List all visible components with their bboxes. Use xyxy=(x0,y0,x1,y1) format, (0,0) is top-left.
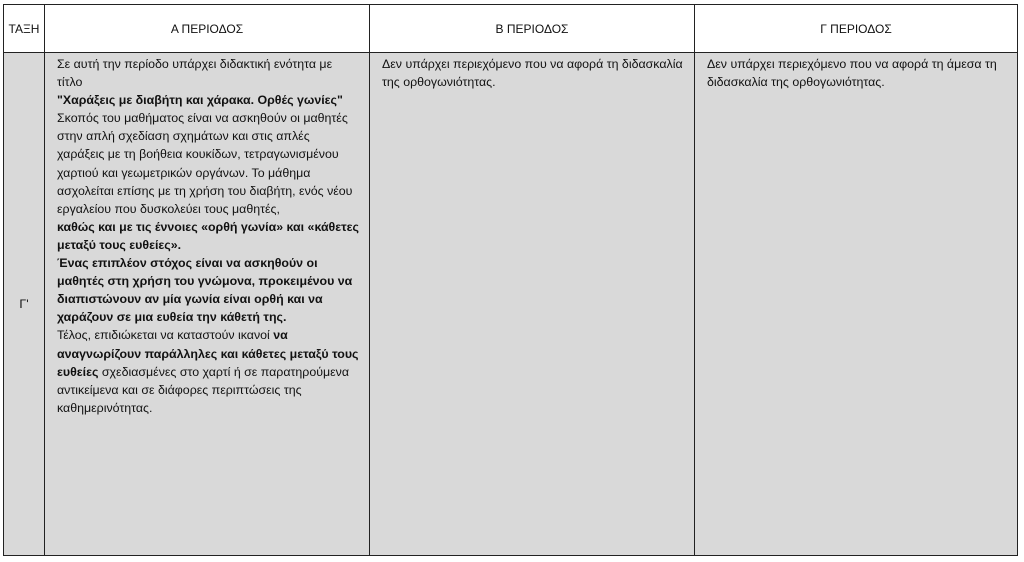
header-period-a: Α ΠΕΡΙΟΔΟΣ xyxy=(45,5,370,53)
table-row xyxy=(4,53,1018,556)
period-a-final-end: σχεδιασμένες στο χαρτί ή σε παρατηρούμενα αντικείμενα και σε διάφορες περιπτώσεις της καθημερινότητας. xyxy=(57,364,350,415)
period-a-cell xyxy=(45,53,370,556)
period-a-goal: Ένας επιπλέον στόχος είναι να ασκηθούν οι μαθητές στη χρήση του γνώμονα, προκειμένου να διαπιστώνουν αν μία γωνία είναι ορθή και να χαράζουν σε μια ευθεία την κάθετή της. xyxy=(57,256,353,325)
header-row xyxy=(4,5,1018,53)
header-period-b: Β ΠΕΡΙΟΔΟΣ xyxy=(370,5,695,53)
period-a-final-bold: να αναγνωρίζουν παράλληλες και κάθετες μεταξύ τους ευθείες xyxy=(57,328,359,379)
period-a-final-start: Τέλος, επιδιώκεται να καταστούν ικανοί xyxy=(57,328,270,343)
period-a-concepts: καθώς και με τις έννοιες «ορθή γωνία» και «κάθετες μεταξύ τους ευθείες». xyxy=(57,219,359,252)
lesson-title: "Χαράξεις με διαβήτη και χάρακα. Ορθές γωνίες" xyxy=(57,93,343,108)
period-a-intro: Σε αυτή την περίοδο υπάρχει διδακτική ενότητα με τίτλο xyxy=(57,57,333,90)
header-period-c: Γ ΠΕΡΙΟΔΟΣ xyxy=(695,5,1018,53)
header-grade: ΤΑΞΗ xyxy=(4,5,45,53)
grade-cell: Γ' xyxy=(4,53,45,556)
curriculum-table xyxy=(3,4,1018,556)
period-a-purpose: Σκοπός του μαθήματος είναι να ασκηθούν οι μαθητές στην απλή σχεδίαση σχημάτων και στις απλές χαράξεις με τη βοήθεια κουκίδων, τετραγωνισμένου χαρτιού και γεωμετρικών οργάνων. Το μάθημα ασχολείται επίσης με τη χρήση του διαβήτη, ενός νέου εργαλείου που δυσκολεύει τους μαθητές, xyxy=(57,111,353,216)
period-b-cell: Δεν υπάρχει περιεχόμενο που να αφορά τη διδασκαλία της ορθογωνιότητας. xyxy=(370,53,695,556)
period-c-cell: Δεν υπάρχει περιεχόμενο που να αφορά τη άμεσα τη διδασκαλία της ορθογωνιότητας. xyxy=(695,53,1018,556)
